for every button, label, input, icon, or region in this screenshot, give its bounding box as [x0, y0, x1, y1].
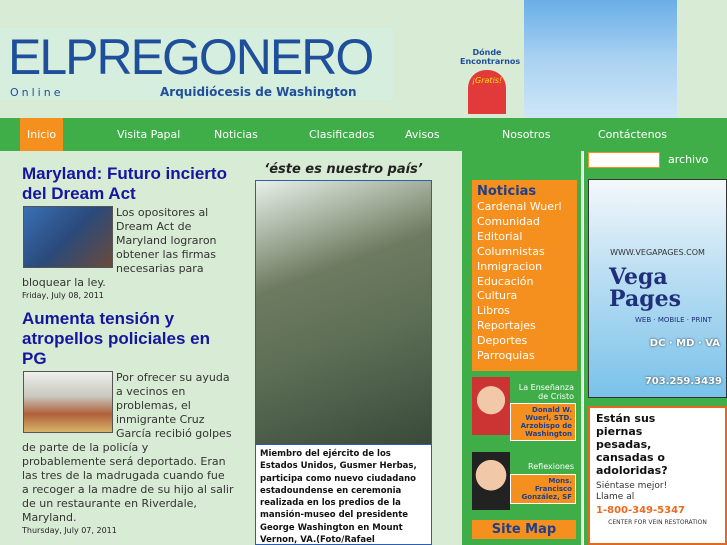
promo-title: Reflexiones: [528, 462, 574, 471]
article-date: Friday, July 08, 2011: [22, 291, 104, 300]
ad-tagline: WEB · MOBILE · PRINT: [635, 316, 712, 324]
vega-pages-ad[interactable]: [588, 179, 727, 398]
donde-text: Dónde Encontrarnos: [460, 48, 521, 66]
nav-contactenos[interactable]: Contáctenos: [598, 128, 667, 141]
ad-states: DC · MD · VA: [649, 338, 720, 349]
promo-title: La Enseñanza de Cristo: [518, 383, 574, 401]
article-title[interactable]: Aumenta tensión y atropellos policiales en PG: [22, 309, 211, 368]
archive-search-input[interactable]: [588, 152, 660, 168]
feature-caption: Miembro del ejército de los Estados Unidos, Gusmer Herbas, participa como nuevo ciudadano estadoundense en ceremonia realizada en los predios de la mansión-museo del presidente George Washington en Mount Vernon, VA.(Foto/Rafael: [255, 445, 432, 545]
nav-clasificados[interactable]: Clasificados: [309, 128, 375, 141]
gratis-box: ¡Gratis!: [468, 70, 506, 114]
promo-ensenanza[interactable]: [472, 377, 576, 443]
menu-item-inmigracion[interactable]: Inmigracion: [477, 259, 543, 273]
menu-item-libros[interactable]: Libros: [477, 304, 510, 318]
menu-item-educacion[interactable]: Educación: [477, 274, 534, 288]
menu-item-deportes[interactable]: Deportes: [477, 334, 528, 348]
article-body: Por ofrecer su ayuda a vecinos en problemas, el inmigrante Cruz García recibió golpes de parte de la policía y probablemente será deportado. Eran las tres de la madrugada cuando fue a recoger a la madre de su hijo al salir de un restaurante en Riverdale, Maryland.: [22, 371, 234, 524]
promo-reflexiones[interactable]: [472, 452, 576, 512]
vein-restoration-ad[interactable]: [588, 406, 727, 545]
menu-item-cardenal-wuerl[interactable]: Cardenal Wuerl: [477, 200, 562, 213]
article-summary: [22, 206, 234, 290]
menu-item-comunidad[interactable]: Comunidad: [477, 214, 540, 228]
menu-item-columnistas[interactable]: Columnistas: [477, 244, 545, 258]
archive-button[interactable]: archivo: [668, 153, 709, 166]
article-summary: [22, 371, 234, 525]
ad-url: WWW.VEGAPAGES.COM: [610, 248, 705, 257]
article-thumbnail[interactable]: [23, 206, 113, 268]
menu-heading: Noticias: [477, 184, 537, 199]
ad-phone: 1-800-349-5347: [596, 505, 685, 516]
logo-subtitle: Arquidiócesis de Washington: [160, 85, 357, 99]
logo-online: Online: [10, 86, 64, 99]
sky-banner-image: [524, 0, 677, 118]
news-menu: [472, 180, 577, 371]
main-nav: [0, 118, 727, 151]
menu-item-reportajes[interactable]: Reportajes: [477, 319, 536, 333]
nav-noticias[interactable]: Noticias: [214, 128, 258, 141]
nav-inicio[interactable]: Inicio: [20, 118, 63, 151]
feature-motto: ‘éste es nuestro país’: [264, 162, 423, 177]
nav-nosotros[interactable]: Nosotros: [502, 128, 551, 141]
promo-name: Mons. Francisco González, SF: [510, 474, 576, 504]
ad-phone: 703.259.3439: [644, 376, 722, 387]
article-title[interactable]: Maryland: Futuro incierto del Dream Act: [22, 164, 227, 203]
donde-encontrarnos-banner[interactable]: [460, 48, 521, 118]
ad-org: CENTER FOR VEIN RESTORATION: [608, 519, 707, 526]
site-map-button[interactable]: Site Map: [472, 520, 576, 539]
monsignor-photo: [472, 452, 510, 510]
promo-name: Donald W. Wuerl, STD. Arzobispo de Washington: [510, 403, 576, 441]
ad-subtext: Siéntase mejor! Llame al: [596, 481, 668, 502]
ad-brand: Vega Pages: [609, 264, 681, 312]
menu-item-editorial[interactable]: Editorial: [477, 229, 523, 243]
menu-item-parroquias[interactable]: Parroquias: [477, 349, 535, 363]
site-logo[interactable]: [0, 28, 393, 100]
feature-photo[interactable]: [255, 180, 432, 445]
menu-item-cultura[interactable]: Cultura: [477, 289, 518, 303]
cardinal-photo: [472, 377, 510, 435]
articles-column: [22, 164, 234, 545]
article-body: Los opositores al Dream Act de Maryland lograron obtener las firmas necesarias para bloquear la ley.: [22, 206, 217, 289]
article-thumbnail[interactable]: [23, 371, 113, 433]
logo-text: ELPREGONERO: [8, 29, 373, 85]
article-date: Thursday, July 07, 2011: [22, 526, 117, 535]
nav-avisos[interactable]: Avisos: [405, 128, 440, 141]
nav-visita-papal[interactable]: Visita Papal: [117, 128, 181, 141]
ad-question: Están sus piernas pesadas, cansadas o adoloridas?: [596, 412, 668, 477]
